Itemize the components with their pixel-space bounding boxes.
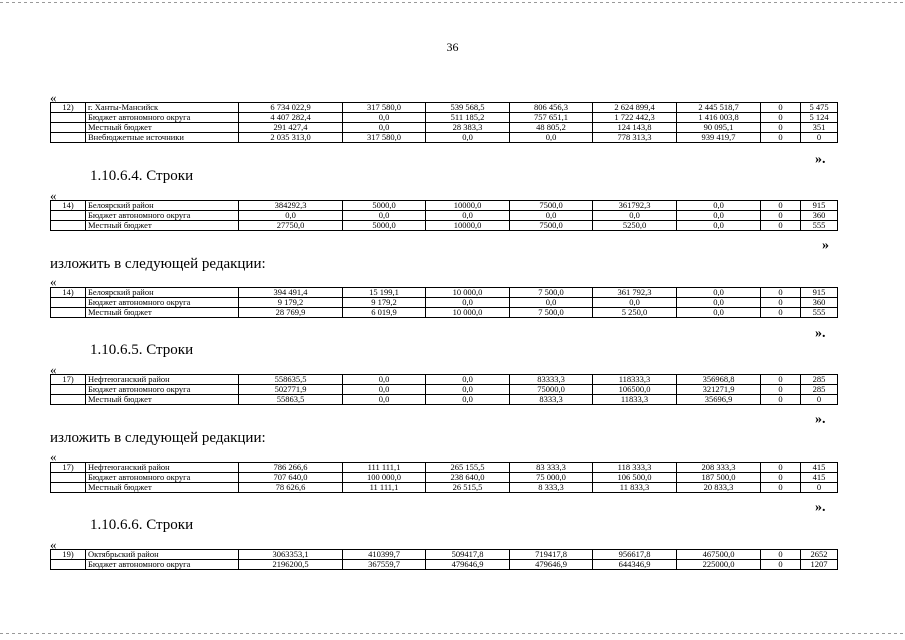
heading-1-10-6-6: 1.10.6.6. Строки xyxy=(90,517,194,533)
value-cell: 0,0 xyxy=(677,308,761,318)
row-name: г. Ханты-Мансийск xyxy=(86,103,239,113)
row-name: Бюджет автономного округа xyxy=(86,560,239,570)
value-cell: 83 333,3 xyxy=(510,463,593,473)
value-cell: 757 651,1 xyxy=(510,113,593,123)
value-cell: 321271,9 xyxy=(677,385,761,395)
value-cell: 0,0 xyxy=(510,133,593,143)
row-index xyxy=(51,123,86,133)
value-cell: 90 095,1 xyxy=(677,123,761,133)
value-cell: 0 xyxy=(761,560,801,570)
table-row xyxy=(51,113,838,123)
value-cell: 707 640,0 xyxy=(239,473,343,483)
table-row xyxy=(51,298,838,308)
table-section-2 xyxy=(50,200,838,231)
value-cell: 0 xyxy=(761,103,801,113)
open-quote: « xyxy=(50,449,57,464)
row-index: 12) xyxy=(51,103,86,113)
row-name: Нефтеюганский район xyxy=(86,375,239,385)
row-index: 17) xyxy=(51,375,86,385)
table-row xyxy=(51,103,838,113)
value-cell: 644346,9 xyxy=(593,560,677,570)
close-quote: ». xyxy=(815,326,826,341)
value-cell: 7500,0 xyxy=(510,221,593,231)
close-quote: ». xyxy=(815,412,826,427)
table-row xyxy=(51,550,838,560)
row-name: Белоярский район xyxy=(86,201,239,211)
value-cell: 361792,3 xyxy=(593,201,677,211)
row-name: Бюджет автономного округа xyxy=(86,385,239,395)
close-quote: ». xyxy=(815,152,826,167)
value-cell: 111 111,1 xyxy=(343,463,426,473)
value-cell: 502771,9 xyxy=(239,385,343,395)
value-cell: 8333,3 xyxy=(510,395,593,405)
value-cell: 6 019,9 xyxy=(343,308,426,318)
value-cell: 0 xyxy=(761,123,801,133)
row-name: Октябрьский район xyxy=(86,550,239,560)
table-row xyxy=(51,221,838,231)
row-name: Местный бюджет xyxy=(86,395,239,405)
row-name: Внебюджетные источники xyxy=(86,133,239,143)
value-cell: 0 xyxy=(761,395,801,405)
value-cell: 509417,8 xyxy=(426,550,510,560)
value-cell: 467500,0 xyxy=(677,550,761,560)
table-row xyxy=(51,375,838,385)
value-cell: 28 769,9 xyxy=(239,308,343,318)
value-cell: 0,0 xyxy=(426,385,510,395)
value-cell: 956617,8 xyxy=(593,550,677,560)
value-cell: 10000,0 xyxy=(426,221,510,231)
row-index xyxy=(51,133,86,143)
value-cell: 5250,0 xyxy=(593,221,677,231)
value-cell: 208 333,3 xyxy=(677,463,761,473)
value-cell: 360 xyxy=(801,298,838,308)
value-cell: 28 383,3 xyxy=(426,123,510,133)
scan-artifact-bottom xyxy=(0,633,905,634)
value-cell: 118333,3 xyxy=(593,375,677,385)
value-cell: 11 111,1 xyxy=(343,483,426,493)
value-cell: 9 179,2 xyxy=(343,298,426,308)
value-cell: 2 624 899,4 xyxy=(593,103,677,113)
value-cell: 719417,8 xyxy=(510,550,593,560)
table-section-4 xyxy=(50,374,838,405)
value-cell: 3063353,1 xyxy=(239,550,343,560)
value-cell: 0 xyxy=(761,463,801,473)
value-cell: 0 xyxy=(761,385,801,395)
value-cell: 55863,5 xyxy=(239,395,343,405)
value-cell: 539 568,5 xyxy=(426,103,510,113)
value-cell: 410399,7 xyxy=(343,550,426,560)
value-cell: 35696,9 xyxy=(677,395,761,405)
value-cell: 20 833,3 xyxy=(677,483,761,493)
value-cell: 0 xyxy=(761,483,801,493)
value-cell: 106500,0 xyxy=(593,385,677,395)
value-cell: 83333,3 xyxy=(510,375,593,385)
row-name: Бюджет автономного округа xyxy=(86,113,239,123)
table-row xyxy=(51,385,838,395)
value-cell: 384292,3 xyxy=(239,201,343,211)
value-cell: 0,0 xyxy=(426,133,510,143)
value-cell: 0,0 xyxy=(677,298,761,308)
row-index xyxy=(51,560,86,570)
value-cell: 0,0 xyxy=(343,395,426,405)
value-cell: 479646,9 xyxy=(510,560,593,570)
row-index xyxy=(51,483,86,493)
value-cell: 0 xyxy=(801,133,838,143)
value-cell: 555 xyxy=(801,221,838,231)
table-row xyxy=(51,211,838,221)
row-name: Нефтеюганский район xyxy=(86,463,239,473)
row-index xyxy=(51,211,86,221)
open-quote: « xyxy=(50,537,57,552)
value-cell: 0,0 xyxy=(426,395,510,405)
value-cell: 786 266,6 xyxy=(239,463,343,473)
value-cell: 0 xyxy=(801,483,838,493)
value-cell: 0 xyxy=(761,308,801,318)
row-name: Бюджет автономного округа xyxy=(86,473,239,483)
value-cell: 238 640,0 xyxy=(426,473,510,483)
value-cell: 0,0 xyxy=(510,298,593,308)
value-cell: 0,0 xyxy=(677,201,761,211)
value-cell: 558635,5 xyxy=(239,375,343,385)
value-cell: 0,0 xyxy=(677,221,761,231)
value-cell: 48 805,2 xyxy=(510,123,593,133)
value-cell: 225000,0 xyxy=(677,560,761,570)
value-cell: 351 xyxy=(801,123,838,133)
value-cell: 0 xyxy=(761,298,801,308)
value-cell: 11833,3 xyxy=(593,395,677,405)
value-cell: 106 500,0 xyxy=(593,473,677,483)
open-quote: « xyxy=(50,90,57,105)
value-cell: 0 xyxy=(761,288,801,298)
open-quote: « xyxy=(50,188,57,203)
table-row xyxy=(51,123,838,133)
value-cell: 10000,0 xyxy=(426,201,510,211)
value-cell: 1207 xyxy=(801,560,838,570)
value-cell: 806 456,3 xyxy=(510,103,593,113)
value-cell: 0,0 xyxy=(426,211,510,221)
heading-1-10-6-5: 1.10.6.5. Строки xyxy=(90,342,194,358)
value-cell: 394 491,4 xyxy=(239,288,343,298)
table-row xyxy=(51,473,838,483)
value-cell: 2 035 313,0 xyxy=(239,133,343,143)
value-cell: 0 xyxy=(761,473,801,483)
value-cell: 5000,0 xyxy=(343,201,426,211)
value-cell: 0,0 xyxy=(343,211,426,221)
value-cell: 0,0 xyxy=(343,385,426,395)
value-cell: 78 626,6 xyxy=(239,483,343,493)
value-cell: 7 500,0 xyxy=(510,288,593,298)
value-cell: 915 xyxy=(801,201,838,211)
table-row xyxy=(51,463,838,473)
value-cell: 100 000,0 xyxy=(343,473,426,483)
row-name: Местный бюджет xyxy=(86,483,239,493)
value-cell: 4 407 282,4 xyxy=(239,113,343,123)
replace-instruction: изложить в следующей редакции: xyxy=(50,256,266,272)
value-cell: 0,0 xyxy=(593,211,677,221)
value-cell: 939 419,7 xyxy=(677,133,761,143)
row-index: 14) xyxy=(51,201,86,211)
value-cell: 5 124 xyxy=(801,113,838,123)
row-index: 17) xyxy=(51,463,86,473)
value-cell: 124 143,8 xyxy=(593,123,677,133)
table-row xyxy=(51,201,838,211)
value-cell: 1 722 442,3 xyxy=(593,113,677,123)
value-cell: 415 xyxy=(801,473,838,483)
value-cell: 75 000,0 xyxy=(510,473,593,483)
value-cell: 285 xyxy=(801,385,838,395)
table-row xyxy=(51,133,838,143)
value-cell: 9 179,2 xyxy=(239,298,343,308)
table-row xyxy=(51,560,838,570)
value-cell: 915 xyxy=(801,288,838,298)
row-index: 14) xyxy=(51,288,86,298)
value-cell: 27750,0 xyxy=(239,221,343,231)
value-cell: 291 427,4 xyxy=(239,123,343,133)
value-cell: 0,0 xyxy=(677,288,761,298)
value-cell: 0,0 xyxy=(239,211,343,221)
row-index xyxy=(51,308,86,318)
value-cell: 26 515,5 xyxy=(426,483,510,493)
value-cell: 118 333,3 xyxy=(593,463,677,473)
value-cell: 0,0 xyxy=(426,298,510,308)
row-name: Местный бюджет xyxy=(86,123,239,133)
value-cell: 1 416 003,8 xyxy=(677,113,761,123)
value-cell: 0 xyxy=(761,113,801,123)
value-cell: 511 185,2 xyxy=(426,113,510,123)
value-cell: 10 000,0 xyxy=(426,288,510,298)
table-section-6 xyxy=(50,549,838,570)
table-row xyxy=(51,288,838,298)
value-cell: 0,0 xyxy=(343,375,426,385)
row-index xyxy=(51,395,86,405)
row-index xyxy=(51,221,86,231)
value-cell: 5 250,0 xyxy=(593,308,677,318)
value-cell: 75000,0 xyxy=(510,385,593,395)
value-cell: 0,0 xyxy=(593,298,677,308)
row-index xyxy=(51,473,86,483)
value-cell: 2 445 518,7 xyxy=(677,103,761,113)
row-index: 19) xyxy=(51,550,86,560)
value-cell: 15 199,1 xyxy=(343,288,426,298)
table-section-1 xyxy=(50,102,838,143)
value-cell: 0,0 xyxy=(343,113,426,123)
value-cell: 0,0 xyxy=(677,211,761,221)
value-cell: 5 475 xyxy=(801,103,838,113)
value-cell: 0,0 xyxy=(426,375,510,385)
row-name: Местный бюджет xyxy=(86,308,239,318)
value-cell: 317 580,0 xyxy=(343,103,426,113)
value-cell: 7500,0 xyxy=(510,201,593,211)
value-cell: 367559,7 xyxy=(343,560,426,570)
value-cell: 0 xyxy=(761,550,801,560)
value-cell: 187 500,0 xyxy=(677,473,761,483)
value-cell: 0 xyxy=(761,375,801,385)
value-cell: 0 xyxy=(801,395,838,405)
value-cell: 0 xyxy=(761,221,801,231)
value-cell: 0 xyxy=(761,201,801,211)
close-quote: » xyxy=(822,238,829,253)
value-cell: 7 500,0 xyxy=(510,308,593,318)
row-name: Белоярский район xyxy=(86,288,239,298)
value-cell: 0,0 xyxy=(343,123,426,133)
value-cell: 265 155,5 xyxy=(426,463,510,473)
row-name: Местный бюджет xyxy=(86,221,239,231)
value-cell: 361 792,3 xyxy=(593,288,677,298)
value-cell: 356968,8 xyxy=(677,375,761,385)
row-index xyxy=(51,298,86,308)
scan-artifact-top xyxy=(0,2,905,3)
value-cell: 5000,0 xyxy=(343,221,426,231)
value-cell: 2196200,5 xyxy=(239,560,343,570)
table-row xyxy=(51,395,838,405)
heading-1-10-6-4: 1.10.6.4. Строки xyxy=(90,168,194,184)
value-cell: 2652 xyxy=(801,550,838,560)
close-quote: ». xyxy=(815,500,826,515)
value-cell: 10 000,0 xyxy=(426,308,510,318)
value-cell: 6 734 022,9 xyxy=(239,103,343,113)
row-index xyxy=(51,385,86,395)
value-cell: 778 313,3 xyxy=(593,133,677,143)
value-cell: 317 580,0 xyxy=(343,133,426,143)
table-row xyxy=(51,483,838,493)
table-row xyxy=(51,308,838,318)
row-name: Бюджет автономного округа xyxy=(86,211,239,221)
value-cell: 415 xyxy=(801,463,838,473)
replace-instruction: изложить в следующей редакции: xyxy=(50,430,266,446)
open-quote: « xyxy=(50,274,57,289)
value-cell: 0 xyxy=(761,211,801,221)
row-name: Бюджет автономного округа xyxy=(86,298,239,308)
value-cell: 8 333,3 xyxy=(510,483,593,493)
value-cell: 0,0 xyxy=(510,211,593,221)
row-index xyxy=(51,113,86,123)
value-cell: 360 xyxy=(801,211,838,221)
value-cell: 0 xyxy=(761,133,801,143)
value-cell: 479646,9 xyxy=(426,560,510,570)
table-section-5 xyxy=(50,462,838,493)
page-number: 36 xyxy=(446,40,459,54)
value-cell: 555 xyxy=(801,308,838,318)
value-cell: 11 833,3 xyxy=(593,483,677,493)
open-quote: « xyxy=(50,362,57,377)
table-section-3 xyxy=(50,287,838,318)
value-cell: 285 xyxy=(801,375,838,385)
